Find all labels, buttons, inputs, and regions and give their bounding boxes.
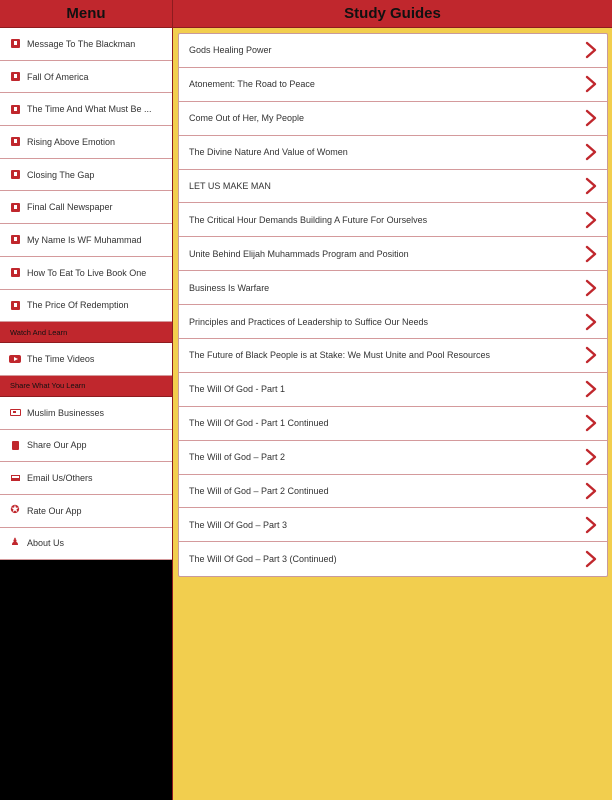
play-icon xyxy=(9,353,21,365)
book-icon xyxy=(9,71,21,83)
sidebar-item-label: My Name Is WF Muhammad xyxy=(27,234,142,245)
sidebar-item-the-price-of-redemption[interactable] xyxy=(0,290,172,323)
chevron-right-icon xyxy=(584,550,598,568)
section-header-share-what-you-learn: Share What You Learn xyxy=(0,376,172,397)
sidebar-item-label: Final Call Newspaper xyxy=(27,202,113,213)
sidebar-item-the-time-and-what-must-be[interactable] xyxy=(0,93,172,126)
study-guide-row[interactable] xyxy=(179,102,607,136)
sidebar-item-closing-the-gap[interactable] xyxy=(0,159,172,192)
study-guide-title: The Critical Hour Demands Building A Future For Ourselves xyxy=(189,214,428,225)
sidebar-item-label: Share Our App xyxy=(27,440,87,451)
study-guide-row[interactable] xyxy=(179,373,607,407)
chevron-right-icon xyxy=(584,516,598,534)
study-guide-title: The Will Of God - Part 1 Continued xyxy=(189,418,329,429)
menu-title: Menu xyxy=(0,0,172,28)
chevron-right-icon xyxy=(584,313,598,331)
study-guide-title: The Will of God – Part 2 Continued xyxy=(189,486,329,497)
study-guide-row[interactable] xyxy=(179,170,607,204)
star-icon: ✪ xyxy=(10,504,20,517)
chevron-right-icon xyxy=(584,414,598,432)
chevron-right-icon xyxy=(584,448,598,466)
study-guide-row[interactable] xyxy=(179,271,607,305)
chevron-right-icon xyxy=(584,482,598,500)
study-guide-row[interactable] xyxy=(179,407,607,441)
mail-icon xyxy=(9,472,21,484)
chevron-right-icon xyxy=(584,109,598,127)
study-guide-row[interactable] xyxy=(179,136,607,170)
chevron-right-icon xyxy=(584,41,598,59)
study-guide-row[interactable] xyxy=(179,339,607,373)
chevron-right-icon xyxy=(584,346,598,364)
book-icon xyxy=(9,234,21,246)
chevron-right-icon xyxy=(584,177,598,195)
study-guide-title: The Will of God – Part 2 xyxy=(189,452,286,463)
sidebar-item-label: Closing The Gap xyxy=(27,169,95,180)
section-header-watch-and-learn: Watch And Learn xyxy=(0,322,172,343)
sidebar-item-label: Email Us/Others xyxy=(27,473,93,484)
study-guide-row[interactable] xyxy=(179,441,607,475)
study-guide-title: The Future of Black People is at Stake: We Must Unite and Pool Resources xyxy=(189,350,490,361)
study-guide-row[interactable] xyxy=(179,508,607,542)
chevron-right-icon xyxy=(584,211,598,229)
sidebar-item-about-us[interactable] xyxy=(0,528,172,561)
business-card-icon xyxy=(9,407,21,419)
study-guide-row[interactable] xyxy=(179,34,607,68)
study-guide-list xyxy=(178,33,608,577)
book-icon xyxy=(9,103,21,115)
chevron-right-icon xyxy=(584,75,598,93)
sidebar-item-email-us[interactable] xyxy=(0,462,172,495)
chevron-right-icon xyxy=(584,279,598,297)
book-icon xyxy=(9,299,21,311)
study-guide-row[interactable] xyxy=(179,542,607,576)
sidebar-item-how-to-eat-to-live[interactable] xyxy=(0,257,172,290)
study-guide-title: The Will Of God – Part 3 (Continued) xyxy=(189,554,337,565)
study-guide-title: The Will Of God – Part 3 xyxy=(189,519,288,530)
sidebar-item-muslim-businesses[interactable] xyxy=(0,397,172,430)
sidebar-item-the-time-videos[interactable] xyxy=(0,343,172,376)
book-icon xyxy=(9,201,21,213)
main-panel xyxy=(172,0,612,800)
study-guide-title: Unite Behind Elijah Muhammads Program and Position xyxy=(189,248,409,259)
book-icon xyxy=(9,169,21,181)
chevron-right-icon xyxy=(584,245,598,263)
share-icon xyxy=(9,439,21,451)
study-guide-title: The Will Of God - Part 1 xyxy=(189,384,286,395)
study-guide-title: LET US MAKE MAN xyxy=(189,181,271,191)
sidebar-item-fall-of-america[interactable] xyxy=(0,61,172,94)
study-guide-title: The Divine Nature And Value of Women xyxy=(189,147,348,158)
study-guide-title: Principles and Practices of Leadership to Suffice Our Needs xyxy=(189,316,428,327)
sidebar-item-label: Rising Above Emotion xyxy=(27,136,116,147)
sidebar-item-final-call-newspaper[interactable] xyxy=(0,191,172,224)
book-icon xyxy=(9,267,21,279)
sidebar-item-label: Rate Our App xyxy=(27,505,82,516)
study-guide-row[interactable] xyxy=(179,305,607,339)
sidebar-item-label: Muslim Businesses xyxy=(27,407,105,418)
people-icon: ♟ xyxy=(10,537,20,549)
study-guide-title: Gods Healing Power xyxy=(189,45,272,56)
sidebar-item-label: The Time Videos xyxy=(27,354,95,365)
sidebar-item-label: Fall Of America xyxy=(27,71,89,82)
sidebar-item-label: The Price Of Redemption xyxy=(27,300,129,311)
study-guide-title: Business Is Warfare xyxy=(189,282,270,293)
sidebar-item-label: The Time And What Must Be ... xyxy=(27,104,152,115)
study-guide-title: Atonement: The Road to Peace xyxy=(189,79,315,90)
study-guide-row[interactable] xyxy=(179,203,607,237)
sidebar-item-label: Message To The Blackman xyxy=(27,38,136,49)
page-title: Study Guides xyxy=(173,0,612,28)
chevron-right-icon xyxy=(584,380,598,398)
study-guide-row[interactable] xyxy=(179,68,607,102)
book-icon xyxy=(9,136,21,148)
sidebar xyxy=(0,0,172,800)
study-guide-row[interactable] xyxy=(179,237,607,271)
study-guide-title: Come Out of Her, My People xyxy=(189,113,305,124)
chevron-right-icon xyxy=(584,143,598,161)
sidebar-item-message-to-the-blackman[interactable] xyxy=(0,28,172,61)
menu-list xyxy=(0,28,172,560)
sidebar-item-share-our-app[interactable] xyxy=(0,430,172,463)
sidebar-item-label: About Us xyxy=(27,538,65,549)
sidebar-item-rate-our-app[interactable] xyxy=(0,495,172,528)
sidebar-item-rising-above-emotion[interactable] xyxy=(0,126,172,159)
book-icon xyxy=(9,38,21,50)
sidebar-item-label: How To Eat To Live Book One xyxy=(27,267,147,278)
sidebar-item-my-name-is-wf-muhammad[interactable] xyxy=(0,224,172,257)
study-guide-row[interactable] xyxy=(179,475,607,509)
